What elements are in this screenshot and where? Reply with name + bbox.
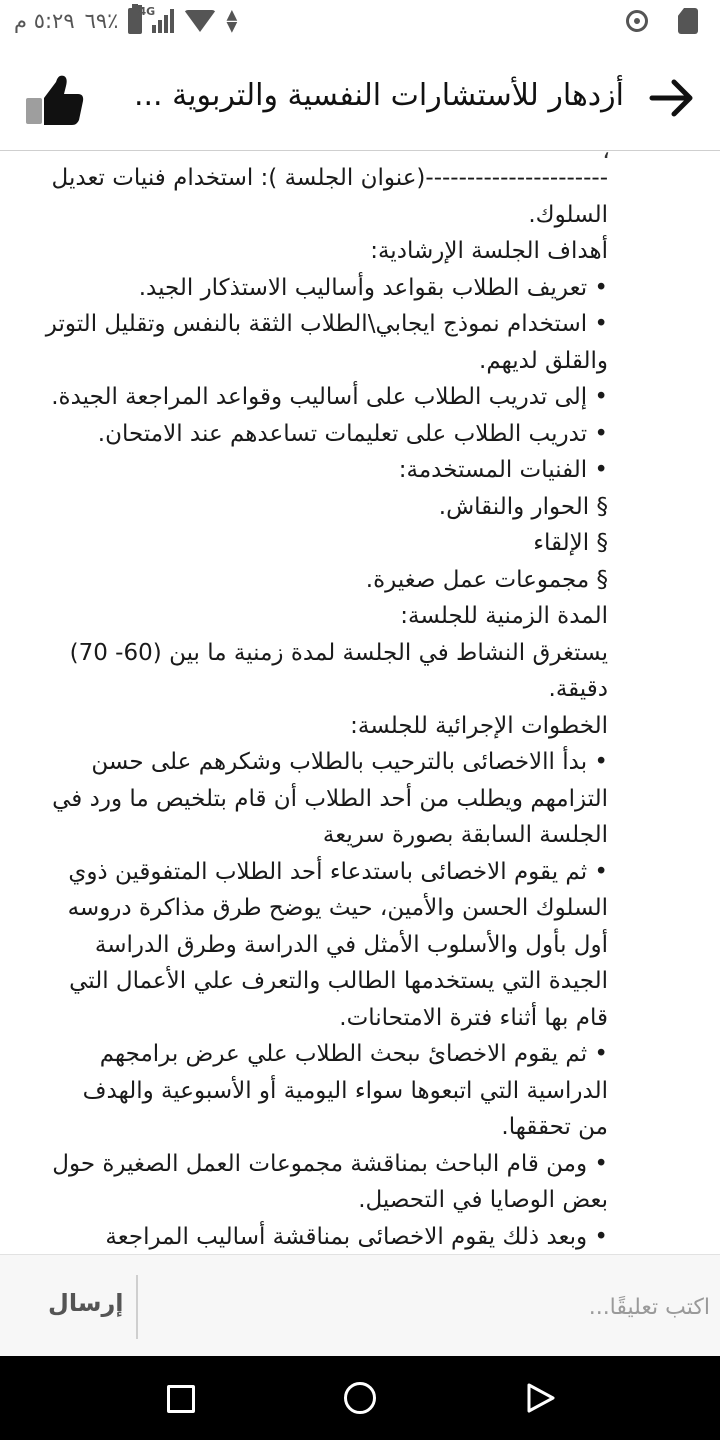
- clipped-text: ،: [602, 136, 610, 164]
- post-line: المدة الزمنية للجلسة:: [400, 603, 608, 629]
- post-line: الخطوات الإجرائية للجلسة:: [350, 712, 608, 739]
- status-left: [14, 5, 238, 35]
- post-line: • ثم يقوم الاخصائ ىبحث الطلاب علي عرض برامجهم: [99, 1041, 608, 1067]
- sim-card-icon: [678, 8, 698, 34]
- post-line: أول بأول والأسلوب الأمثل في الدراسة وطرق الدراسة: [94, 931, 608, 958]
- post-line: دقيقة.: [548, 676, 608, 702]
- circle-icon[interactable]: [344, 1382, 376, 1414]
- square-icon[interactable]: [167, 1385, 195, 1413]
- post-content: [0, 136, 720, 1254]
- post-line: بعض الوصايا في التحصيل.: [358, 1187, 608, 1213]
- post-line: يستغرق النشاط في الجلسة لمدة زمنية ما بين (60- 70): [69, 639, 608, 666]
- post-line: والقلق لديهم.: [479, 347, 608, 374]
- post-line: الجيدة التي يستخدمها الطالب والتعرف علي الأعمال التي: [69, 968, 608, 994]
- post-line: ----------------------(عنوان الجلسة ): استخدام فنيات تعديل: [51, 165, 608, 191]
- battery-percent: ٦٩٪: [84, 9, 119, 33]
- post-line: السلوك.: [528, 201, 608, 228]
- thumbs-up-icon[interactable]: [22, 72, 86, 128]
- post-line: • وبعد ذلك يقوم الاخصائى بمناقشة أساليب المراجعة: [105, 1223, 608, 1250]
- post-line: • تعريف الطلاب بقواعد وأساليب الاستذكار الجيد.: [138, 274, 608, 301]
- post-line: • بدأ االاخصائى بالترحيب بالطلاب وشكرهم على حسن: [91, 749, 608, 775]
- page-title: أزدهار للأستشارات النفسية والتربوية ...: [133, 78, 624, 113]
- app-header: [0, 48, 720, 151]
- post-line: § الإلقاء: [533, 530, 608, 556]
- post-line: § مجموعات عمل صغيرة.: [365, 566, 608, 593]
- wifi-icon: [184, 10, 216, 32]
- post-line: التزامهم ويطلب من أحد الطلاب أن قام بتلخيص ما ورد في: [52, 785, 608, 812]
- comment-bar: [0, 1254, 720, 1357]
- network-type: 4G: [138, 5, 156, 18]
- post-line: السلوك الحسن والأمين، حيث يوضح طرق مذاكرة دروسه: [67, 895, 608, 921]
- post-line: • استخدام نموذج ايجابي\الطلاب الثقة بالنفس وتقليل التوتر: [45, 311, 608, 337]
- comment-input[interactable]: [150, 1277, 710, 1337]
- post-line: • تدريب الطلاب على تعليمات تساعدهم عند الامتحان.: [97, 420, 608, 447]
- post-line: • ومن قام الباحث بمناقشة مجموعات العمل الصغيرة حول: [52, 1150, 608, 1177]
- system-nav-bar: [0, 1356, 720, 1440]
- post-line: • ثم يقوم الاخصائى باستدعاء أحد الطلاب المتفوقين ذوي: [68, 858, 608, 885]
- post-line: § الحوار والنقاش.: [438, 493, 608, 520]
- triangle-back-icon[interactable]: [526, 1382, 556, 1418]
- status-right: [626, 8, 698, 34]
- post-line: قام بها أثناء فترة الامتحانات.: [339, 1004, 608, 1031]
- post-line: الجلسة السابقة بصورة سريعة: [322, 822, 608, 848]
- divider: [136, 1275, 138, 1339]
- clock: ٥:٢٩ م: [14, 9, 75, 33]
- hotspot-icon: [626, 10, 648, 32]
- post-body: [8, 160, 608, 1292]
- status-bar: [0, 0, 720, 48]
- send-button[interactable]: إرسال: [48, 1289, 124, 1317]
- signal-icon: [138, 5, 174, 33]
- post-line: أهداف الجلسة الإرشادية:: [370, 238, 608, 264]
- post-line: من تحققها.: [501, 1114, 608, 1140]
- data-arrows-icon: ▲ ▼: [226, 7, 238, 35]
- post-line: • إلى تدريب الطلاب على أساليب وقواعد المراجعة الجيدة.: [51, 384, 608, 410]
- post-line: • الفنيات المستخدمة:: [398, 457, 608, 483]
- post-line: الدراسية التي اتبعوها سواء اليومية أو الأسبوعية والهدف: [82, 1077, 608, 1104]
- arrow-right-icon[interactable]: [648, 74, 696, 122]
